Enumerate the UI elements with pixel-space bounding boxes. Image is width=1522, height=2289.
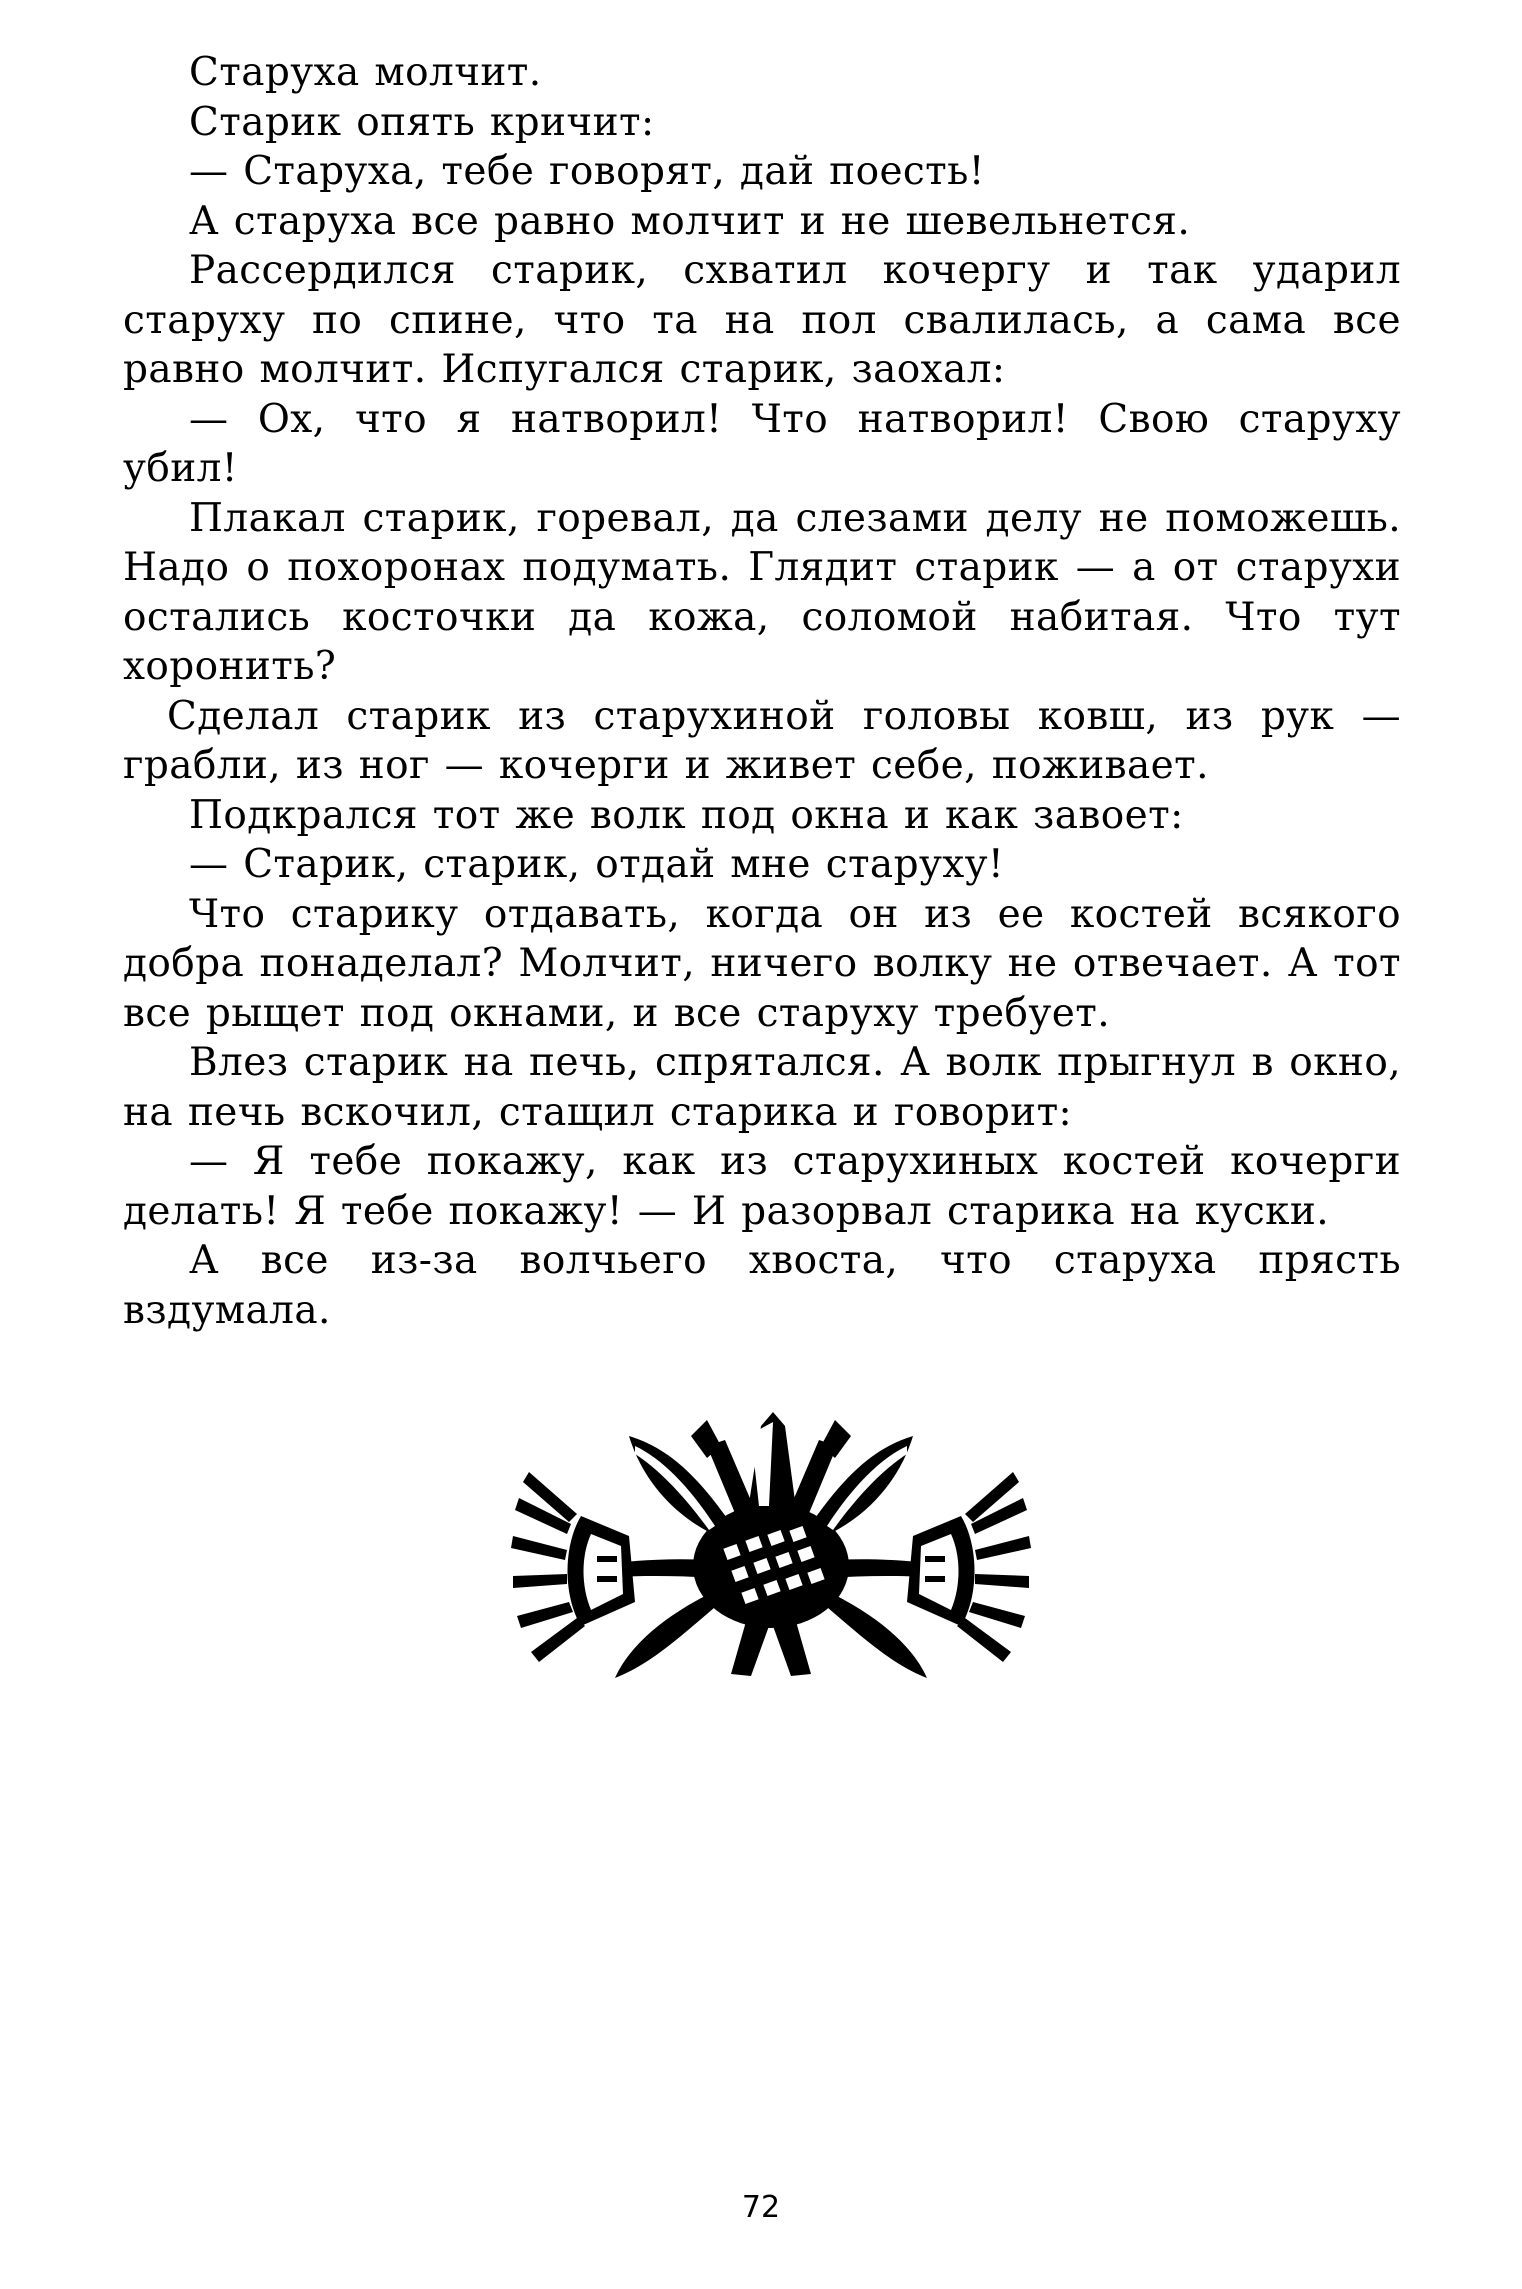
paragraph-4: А старуха все равно молчит и не шевельнется. (189, 198, 1191, 244)
story-text (123, 48, 1401, 1335)
paragraph-11: Что старику отдавать, когда он из ее костей всякого добра понаделал? Молчит, ничего волку не отвечает. А тот все рыщет под окнами, и все старуху требует. (123, 891, 1401, 1036)
folk-flower-ornament-icon (511, 1406, 1031, 1688)
paragraph-8: Сделал старик из старухиной головы ковш, из рук — грабли, из ног — кочерги и живет себе, поживает. (123, 693, 1401, 788)
paragraph-5: Рассердился старик, схватил кочергу и так ударил старуху по спине, что та на пол свалилась, а сама все равно молчит. Испугался старик, заохал: (123, 248, 1401, 392)
paragraph-6: — Ох, что я натворил! Что натворил! Свою старуху убил! (123, 396, 1401, 491)
paragraph-9: Подкрался тот же волк под окна и как завоет: (189, 792, 1184, 838)
paragraph-13: — Я тебе покажу, как из старухиных костей кочерги делать! Я тебе покажу! — И разорвал старика на куски. (123, 1139, 1401, 1234)
paragraph-3: — Старуха, тебе говорят, дай поесть! (189, 149, 985, 194)
paragraph-10: — Старик, старик, отдай мне старуху! (189, 842, 1005, 887)
page-number: 72 (741, 2190, 781, 2225)
paragraph-7: Плакал старик, горевал, да слезами делу не поможешь. Надо о похоронах подумать. Глядит старик — а от старухи остались косточки да кожа, соломой набитая. Что тут хоронить? (123, 495, 1401, 689)
paragraph-14: А все из-за волчьего хвоста, что старуха прясть вздумала. (123, 1238, 1401, 1333)
paragraph-12: Влез старик на печь, спрятался. А волк прыгнул в окно, на печь вскочил, стащил старика и говорит: (123, 1040, 1401, 1135)
paragraph-1: Старуха молчит. (189, 50, 542, 95)
paragraph-2: Старик опять кричит: (189, 99, 655, 145)
